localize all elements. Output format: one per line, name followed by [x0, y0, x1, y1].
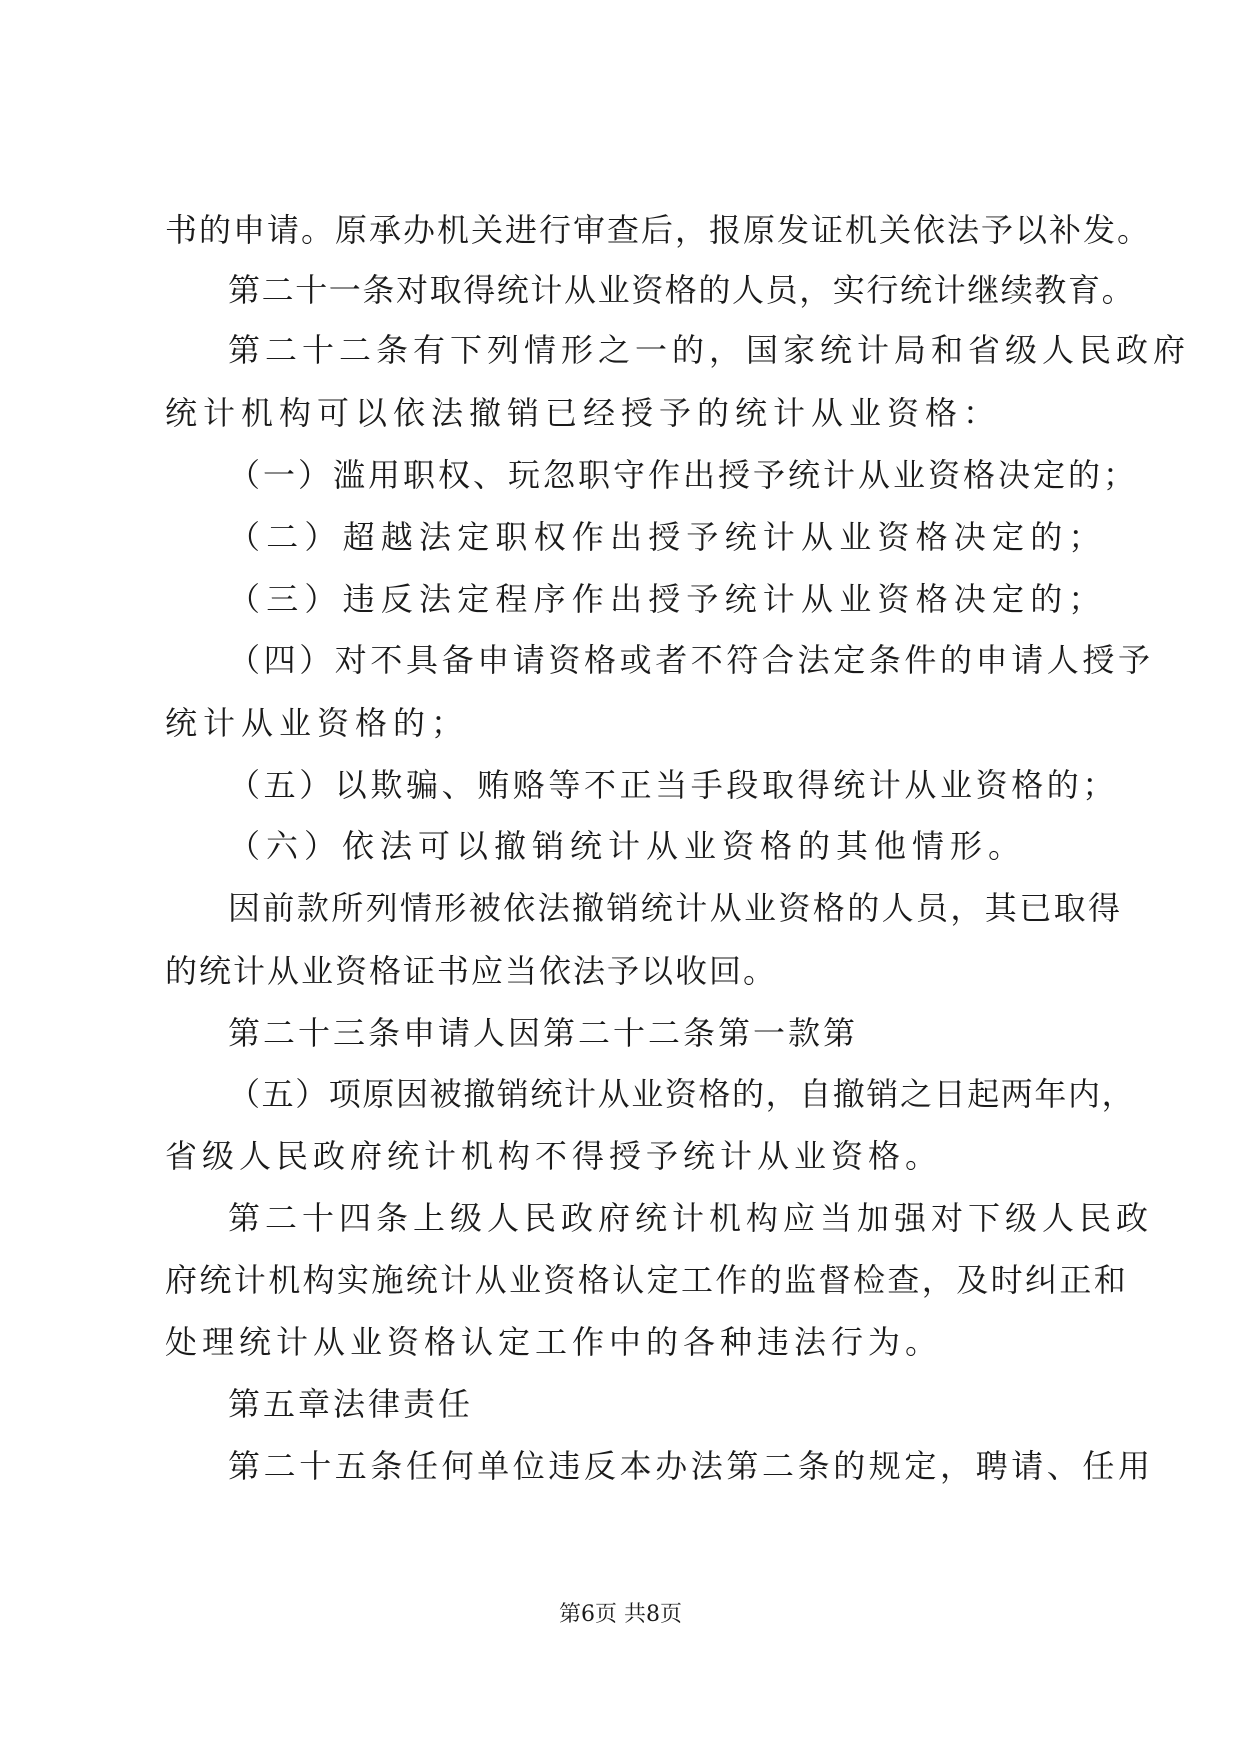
text-line: 省级人民政府统计机构不得授予统计从业资格。 [165, 1137, 943, 1175]
text-line: 第二十五条任何单位违反本办法第二条的规定，聘请、任用 [228, 1447, 1154, 1485]
text-line: 第二十四条上级人民政府统计机构应当加强对下级人民政 [228, 1199, 1154, 1237]
text-line: 统计机构可以依法撤销已经授予的统计从业资格： [165, 394, 1002, 432]
text-line: 第二十三条申请人因第二十二条第一款第 [228, 1014, 859, 1052]
text-line: 府统计机构实施统计从业资格认定工作的监督检查，及时纠正和 [165, 1261, 1129, 1299]
text-line: 统计从业资格的； [165, 704, 470, 742]
text-line: 的统计从业资格证书应当依法予以收回。 [165, 952, 778, 990]
text-line: 第二十一条对取得统计从业资格的人员，实行统计继续教育。 [228, 271, 1136, 309]
page-number: 第6页 共8页 [559, 1602, 682, 1627]
text-line: 第二十二条有下列情形之一的，国家统计局和省级人民政府 [228, 331, 1191, 369]
section-heading: 第五章法律责任 [228, 1385, 474, 1423]
text-line: 因前款所列情形被依法撤销统计从业资格的人员，其已取得 [228, 889, 1123, 927]
text-line: （五）以欺骗、贿赂等不正当手段取得统计从业资格的； [228, 766, 1119, 804]
text-line: （一）滥用职权、玩忽职守作出授予统计从业资格决定的； [228, 456, 1139, 494]
text-line: （六）依法可以撤销统计从业资格的其他情形。 [228, 827, 1027, 865]
text-line: 书的申请。原承办机关进行审查后，报原发证机关依法予以补发。 [165, 211, 1152, 249]
text-line: （二）超越法定职权作出授予统计从业资格决定的； [228, 518, 1107, 556]
text-line: 处理统计从业资格认定工作中的各种违法行为。 [165, 1323, 943, 1361]
text-line: （四）对不具备申请资格或者不符合法定条件的申请人授予 [228, 641, 1154, 679]
text-line: （五）项原因被撤销统计从业资格的，自撤销之日起两年内， [228, 1075, 1136, 1113]
text-line: （三）违反法定程序作出授予统计从业资格决定的； [228, 580, 1107, 618]
